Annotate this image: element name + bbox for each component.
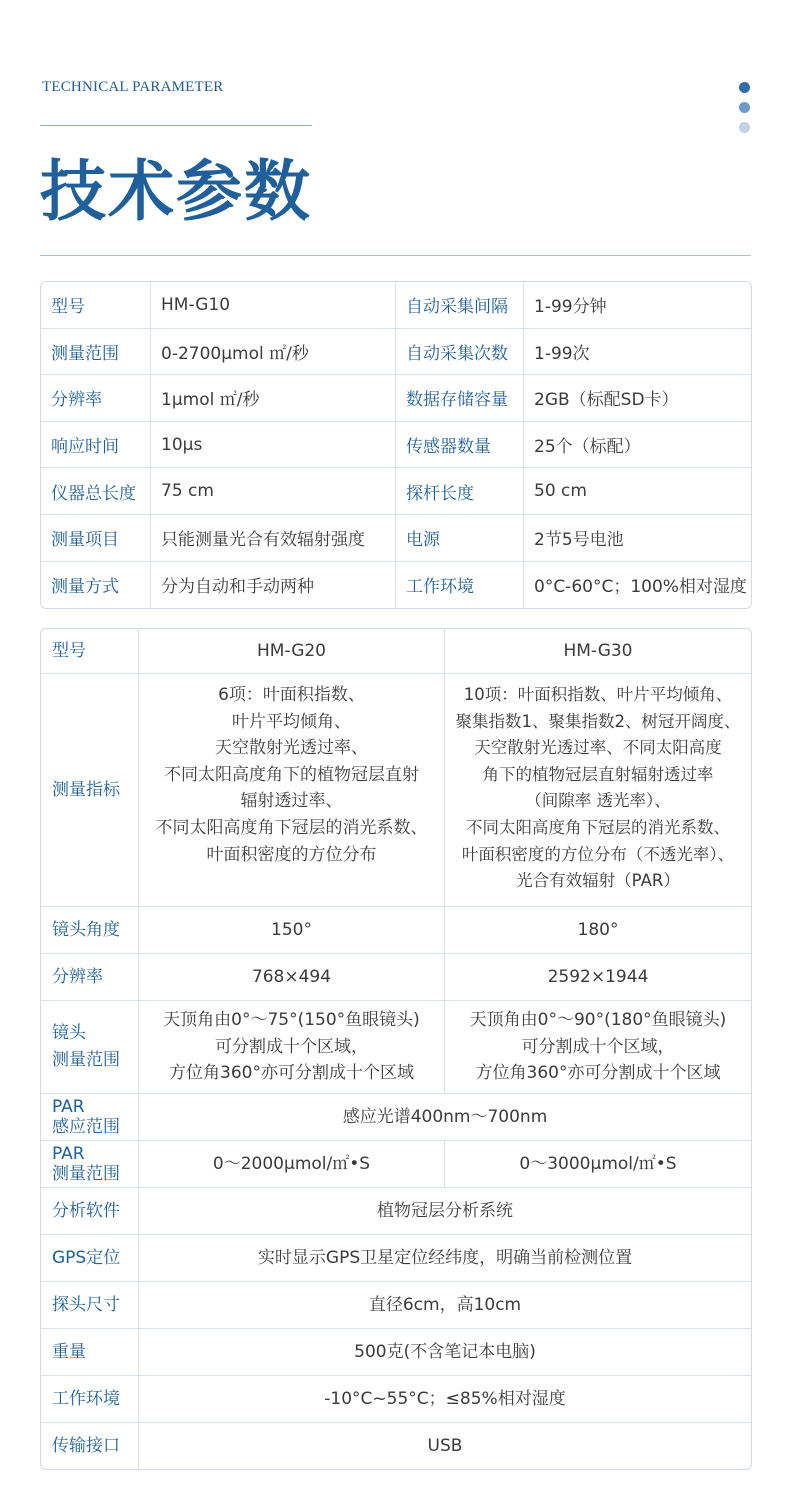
g20-g30-spec-table (40, 628, 752, 1470)
title-divider (40, 255, 751, 256)
par-sense-value: 感应光谱400nm～700nm (139, 1094, 751, 1141)
table-row (41, 1188, 751, 1235)
table-row (41, 562, 751, 609)
table-row (41, 329, 751, 376)
spec-label: 分辨率 (41, 954, 139, 1001)
indicator-line: 聚集指数1、聚集指数2、树冠开阔度、 (455, 711, 741, 731)
spec-value: 2GB（标配SD卡） (524, 375, 751, 422)
interface-value: USB (427, 1435, 463, 1456)
model-g20: HM-G20 (139, 629, 445, 674)
table-row (41, 1423, 751, 1469)
spec-label-line: 感应范围 (52, 1117, 120, 1137)
table-row (41, 1376, 751, 1423)
lens-range-g30 (445, 1001, 751, 1094)
spec-label: 自动采集次数 (396, 329, 524, 376)
software-value: 植物冠层分析系统 (139, 1188, 751, 1235)
range-line: 可分割成十个区域， (215, 1036, 368, 1057)
dot-icon (739, 102, 750, 113)
env-value: -10°C~55°C；≤85%相对湿度 (139, 1376, 751, 1423)
spec-value: 10μs (151, 422, 396, 469)
spec-label: 探杆长度 (396, 468, 524, 515)
par-range-g20: 0～2000μmol/㎡•S (139, 1141, 445, 1188)
indicator-line: 光合有效辐射（PAR） (516, 871, 680, 891)
table-row (41, 375, 751, 422)
section-subtitle: TECHNICAL PARAMETER (42, 79, 224, 95)
indicator-line: 叶片平均倾角、 (232, 711, 351, 732)
page-title: 技术参数 (40, 153, 312, 230)
dot-icon (739, 82, 750, 93)
resolution-g30: 2592×1944 (445, 954, 751, 1001)
spec-value: 分为自动和手动两种 (151, 562, 396, 609)
subtitle-divider (40, 125, 312, 126)
spec-label: 数据存储容量 (396, 375, 524, 422)
spec-label: 测量项目 (41, 515, 151, 562)
spec-value: 2节5号电池 (524, 515, 751, 562)
spec-label-line: PAR (52, 1097, 85, 1117)
spec-value: 只能测量光合有效辐射强度 (151, 515, 396, 562)
spec-label: 重量 (41, 1329, 139, 1376)
table-row (41, 1282, 751, 1329)
indicator-line: 天空散射光透过率、不同太阳高度 (474, 738, 722, 758)
spec-label (41, 1094, 139, 1141)
table-row (41, 1001, 751, 1094)
spec-value: 50 cm (524, 468, 751, 515)
spec-label: 工作环境 (396, 562, 524, 609)
spec-label: 镜头角度 (41, 907, 139, 954)
table-row (41, 515, 751, 562)
table-row (41, 674, 751, 907)
spec-label: 自动采集间隔 (396, 282, 524, 329)
spec-label: 仪器总长度 (41, 468, 151, 515)
range-line: 方位角360°亦可分割成十个区域 (475, 1063, 721, 1084)
indicator-line: 不同太阳高度角下冠层的消光系数、 (155, 817, 428, 838)
spec-label: GPS定位 (41, 1235, 139, 1282)
resolution-g20: 768×494 (139, 954, 445, 1001)
table-row (41, 282, 751, 329)
table-row (41, 1329, 751, 1376)
lens-range-g20 (139, 1001, 445, 1094)
indicator-line: 6项：叶面积指数、 (218, 685, 365, 705)
range-line: 方位角360°亦可分割成十个区域 (169, 1063, 414, 1084)
spec-label: 分析软件 (41, 1188, 139, 1235)
table-row (41, 907, 751, 954)
range-line: 可分割成十个区域， (521, 1036, 675, 1057)
par-range-g30: 0～3000μmol/㎡•S (445, 1141, 751, 1188)
g10-spec-table (40, 281, 752, 609)
spec-label: 型号 (41, 629, 139, 674)
lens-angle-g20: 150° (139, 907, 445, 954)
indicator-line: 不同太阳高度角下的植物冠层直射 (164, 764, 419, 785)
spec-label (41, 1141, 139, 1188)
indicator-line: 叶面积密度的方位分布（不透光率）、 (461, 844, 735, 864)
model-g30: HM-G30 (445, 629, 751, 674)
table-row (41, 422, 751, 469)
indicator-line: 角下的植物冠层直射辐射透过率 (482, 764, 714, 784)
spec-value: 1-99分钟 (524, 282, 751, 329)
table-row (41, 1094, 751, 1141)
spec-value: 25个（标配） (524, 422, 751, 469)
spec-value: 0°C-60°C；100%相对湿度 (534, 577, 747, 598)
indicator-line: 天空散射光透过率、 (215, 738, 368, 759)
indicator-line: （间隙率 透光率）、 (525, 791, 671, 811)
lens-angle-g30: 180° (445, 907, 751, 954)
spec-value: 1-99次 (524, 329, 751, 376)
table-row (41, 1235, 751, 1282)
spec-value: 75 cm (151, 468, 396, 515)
weight-value: 500克(不含笔记本电脑) (139, 1329, 751, 1376)
spec-value: 1μmol ㎡/秒 (151, 375, 396, 422)
spec-label: 电源 (396, 515, 524, 562)
spec-label: 型号 (41, 282, 151, 329)
indicators-g30 (445, 674, 751, 907)
spec-label: 探头尺寸 (41, 1282, 139, 1329)
spec-label: 传输接口 (41, 1423, 139, 1469)
indicator-line: 叶面积密度的方位分布 (206, 844, 377, 865)
range-line: 天顶角由0°～75°(150°鱼眼镜头) (163, 1010, 420, 1031)
indicator-line: 不同太阳高度角下冠层的消光系数、 (466, 817, 730, 837)
spec-label-line: 测量范围 (52, 1050, 120, 1070)
spec-label-line: PAR (52, 1144, 85, 1164)
table-row (41, 954, 751, 1001)
probe-value: 直径6cm，高10cm (139, 1282, 751, 1329)
table-row (41, 1141, 751, 1188)
spec-label: 响应时间 (41, 422, 151, 469)
spec-label: 测量方式 (41, 562, 151, 609)
spec-label: 测量范围 (41, 329, 151, 376)
table-row (41, 629, 751, 674)
range-line: 天顶角由0°～90°(180°鱼眼镜头) (469, 1010, 727, 1031)
spec-value: 0-2700μmol ㎡/秒 (151, 329, 396, 376)
spec-label: 工作环境 (41, 1376, 139, 1423)
spec-label: 传感器数量 (396, 422, 524, 469)
indicator-line: 辐射透过率、 (240, 791, 343, 812)
spec-value: HM-G10 (151, 282, 396, 329)
spec-label: 分辨率 (41, 375, 151, 422)
spec-label: 测量指标 (41, 674, 139, 907)
indicators-g20 (139, 674, 445, 907)
spec-label (41, 1001, 139, 1094)
spec-label-line: 测量范围 (52, 1164, 120, 1184)
gps-value: 实时显示GPS卫星定位经纬度，明确当前检测位置 (139, 1235, 751, 1282)
dot-icon (739, 122, 750, 133)
spec-label-line: 镜头 (52, 1023, 86, 1043)
table-row (41, 468, 751, 515)
indicator-line: 10项：叶面积指数、叶片平均倾角、 (463, 685, 733, 704)
